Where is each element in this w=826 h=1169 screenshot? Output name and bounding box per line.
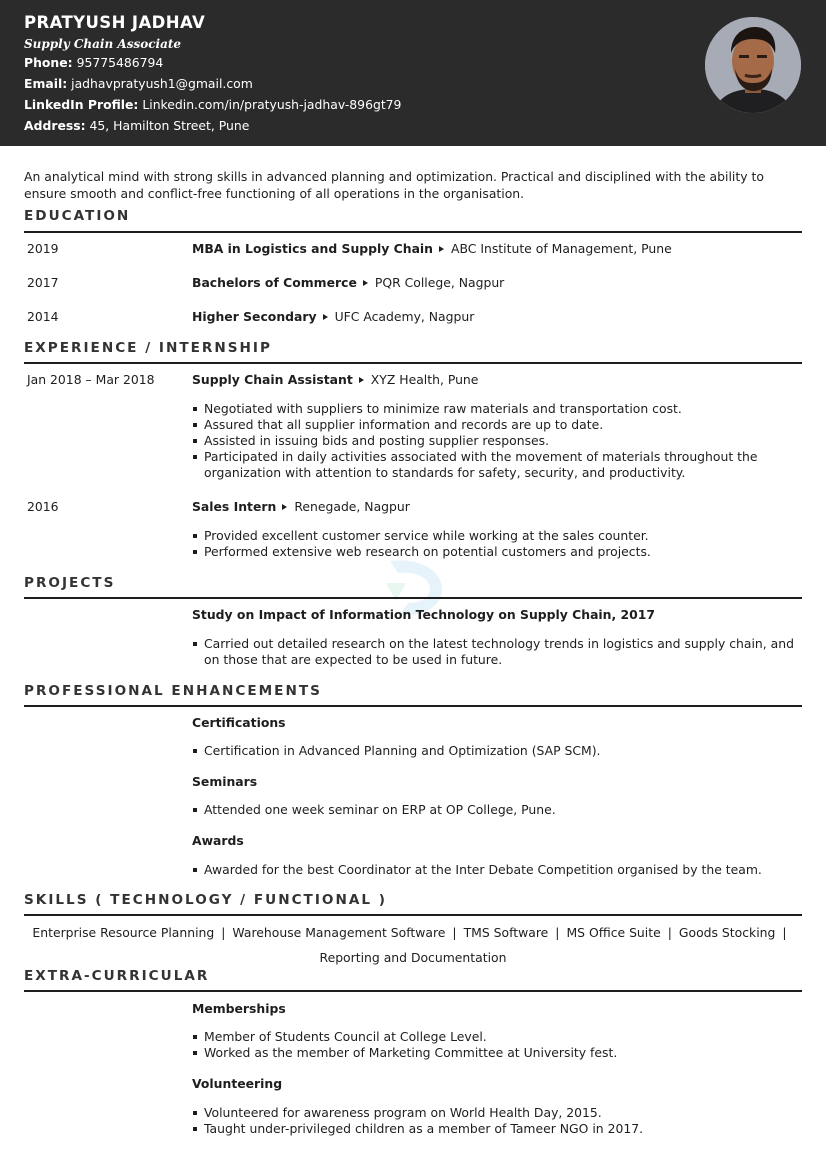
education-entry (192, 309, 474, 324)
email-line (24, 76, 253, 91)
extra-divider (24, 990, 802, 992)
summary-text: An analytical mind with strong skills in advanced planning and optimization. Practical and disciplined with the ability to ensure smooth and conflict-free functioning of all operations in the organisation. (24, 169, 764, 201)
list-item: Assisted in issuing bids and posting supplier responses. (204, 433, 794, 449)
job-org: XYZ Health, Pune (370, 372, 479, 387)
certifications-list (191, 743, 804, 759)
address-value: 45, Hamilton Street, Pune (89, 118, 250, 133)
triangle-icon (439, 246, 444, 252)
triangle-icon (359, 377, 364, 383)
skill-separator: | (452, 925, 457, 940)
education-entry (192, 275, 504, 290)
resume-header (0, 0, 826, 146)
triangle-icon (363, 280, 368, 286)
triangle-icon (282, 504, 287, 510)
skill-separator: | (221, 925, 226, 940)
address-label: Address: (24, 118, 86, 133)
email-label: Email: (24, 76, 68, 91)
experience-date: 2016 (27, 499, 59, 514)
projects-heading: PROJECTS (24, 575, 116, 591)
experience-divider (24, 362, 802, 364)
extra-heading: EXTRA-CURRICULAR (24, 968, 210, 984)
triangle-icon (323, 314, 328, 320)
volunteering-list (191, 1105, 804, 1137)
phone-value: 95775486794 (76, 55, 164, 70)
school: ABC Institute of Management, Pune (451, 241, 672, 256)
experience-date: Jan 2018 – Mar 2018 (27, 372, 155, 387)
candidate-name: PRATYUSH JADHAV (24, 13, 206, 32)
email-value: jadhavpratyush1@gmail.com (71, 76, 253, 91)
memberships-label: Memberships (192, 1001, 286, 1016)
certifications-label: Certifications (192, 715, 286, 730)
skill-item: TMS Software (463, 925, 549, 940)
degree: MBA in Logistics and Supply Chain (192, 241, 433, 256)
seminars-list (191, 802, 804, 818)
education-year: 2017 (27, 275, 59, 290)
list-item: Volunteered for awareness program on World Health Day, 2015. (204, 1105, 804, 1121)
linkedin-label: LinkedIn Profile: (24, 97, 139, 112)
experience-bullets (191, 528, 804, 560)
degree: Higher Secondary (192, 309, 317, 324)
skills-divider (24, 914, 802, 916)
job-role: Supply Chain Assistant (192, 372, 353, 387)
enhancements-heading: PROFESSIONAL ENHANCEMENTS (24, 683, 322, 699)
skill-separator: | (555, 925, 560, 940)
list-item: Worked as the member of Marketing Committee at University fest. (204, 1045, 804, 1061)
list-item: Certification in Advanced Planning and Optimization (SAP SCM). (204, 743, 804, 759)
education-divider (24, 231, 802, 233)
list-item: Participated in daily activities associated with the movement of materials throughout the organization with attention to standards for safety, security, and productivity. (204, 449, 794, 481)
profile-photo (705, 17, 801, 113)
phone-label: Phone: (24, 55, 73, 70)
skills-heading: SKILLS ( TECHNOLOGY / FUNCTIONAL ) (24, 892, 387, 908)
experience-entry (192, 372, 478, 387)
school: UFC Academy, Nagpur (334, 309, 475, 324)
education-heading: EDUCATION (24, 208, 131, 224)
skill-separator: | (667, 925, 672, 940)
education-year: 2014 (27, 309, 59, 324)
job-org: Renegade, Nagpur (294, 499, 410, 514)
seminars-label: Seminars (192, 774, 258, 789)
project-bullets (191, 636, 804, 668)
school: PQR College, Nagpur (374, 275, 505, 290)
list-item: Attended one week seminar on ERP at OP College, Pune. (204, 802, 804, 818)
volunteering-label: Volunteering (192, 1076, 283, 1091)
experience-heading: EXPERIENCE / INTERNSHIP (24, 340, 272, 356)
list-item: Awarded for the best Coordinator at the Inter Debate Competition organised by the team. (204, 862, 804, 878)
skill-item: Reporting and Documentation (319, 950, 507, 965)
skills-list (24, 920, 802, 970)
education-entry (192, 241, 672, 256)
list-item: Carried out detailed research on the latest technology trends in logistics and supply chain, and on those that are expected to be used in future. (204, 636, 804, 668)
degree: Bachelors of Commerce (192, 275, 357, 290)
project-name: Study on Impact of Information Technology on Supply Chain, 2017 (192, 607, 656, 622)
awards-label: Awards (192, 833, 244, 848)
skill-item: Enterprise Resource Planning (32, 925, 215, 940)
education-year: 2019 (27, 241, 59, 256)
skill-item: Warehouse Management Software (232, 925, 446, 940)
skill-separator: | (782, 925, 787, 940)
list-item: Negotiated with suppliers to minimize raw materials and transportation cost. (204, 401, 794, 417)
list-item: Performed extensive web research on potential customers and projects. (204, 544, 804, 560)
experience-bullets (191, 401, 794, 481)
awards-list (191, 862, 804, 878)
list-item: Provided excellent customer service while working at the sales counter. (204, 528, 804, 544)
phone-line (24, 55, 163, 70)
list-item: Member of Students Council at College Level. (204, 1029, 804, 1045)
address-line (24, 118, 249, 133)
linkedin-value: Linkedin.com/in/pratyush-jadhav-896gt79 (142, 97, 402, 112)
candidate-role: Supply Chain Associate (24, 37, 182, 51)
list-item: Assured that all supplier information and records are up to date. (204, 417, 794, 433)
enhancements-divider (24, 705, 802, 707)
linkedin-line (24, 97, 401, 112)
job-role: Sales Intern (192, 499, 277, 514)
list-item: Taught under-privileged children as a member of Tameer NGO in 2017. (204, 1121, 804, 1137)
memberships-list (191, 1029, 804, 1061)
skill-item: MS Office Suite (566, 925, 661, 940)
experience-entry (192, 499, 410, 514)
skill-item: Goods Stocking (678, 925, 776, 940)
projects-divider (24, 597, 802, 599)
